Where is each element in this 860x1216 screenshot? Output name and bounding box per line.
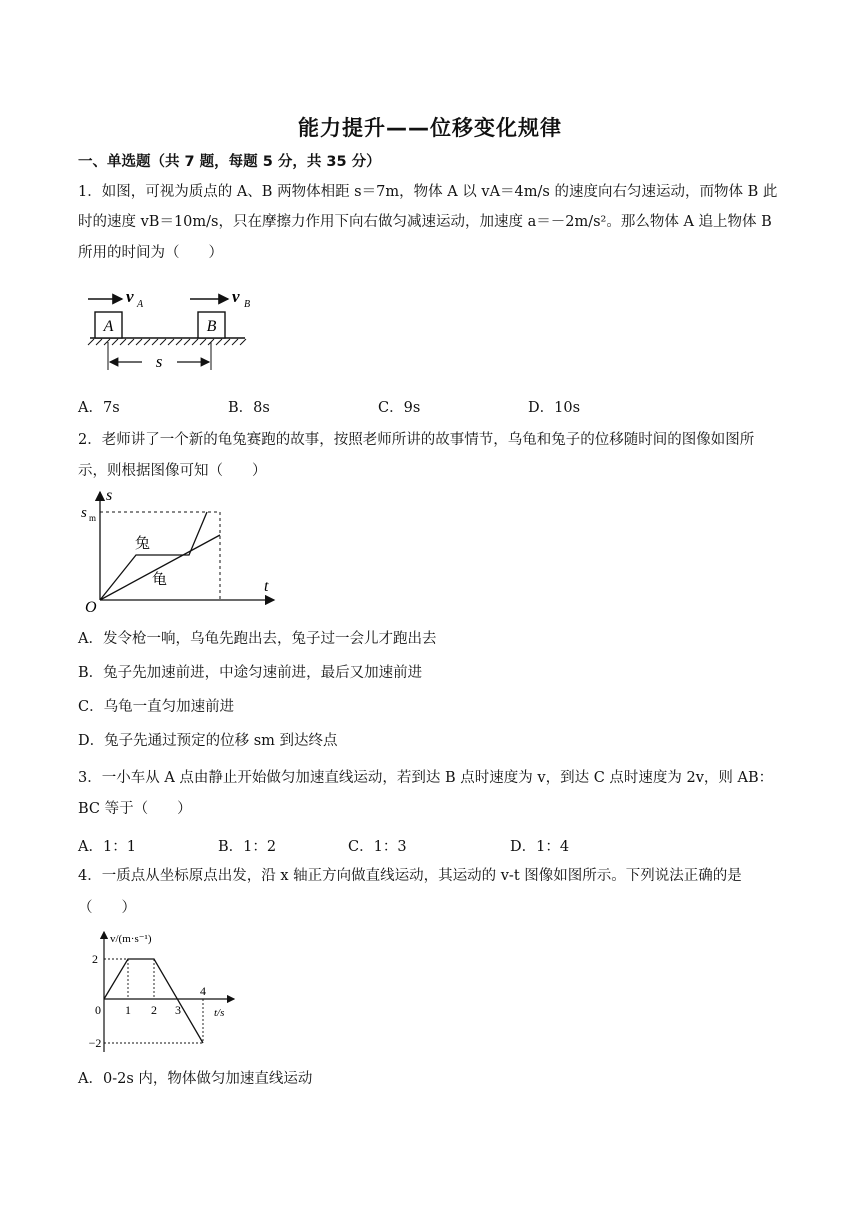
v-axis-label: v/(m·s⁻¹) — [110, 933, 152, 945]
q3-option-b[interactable]: B．1：2 — [218, 839, 277, 855]
q4-line-1: 4．一质点从坐标原点出发，沿 x 轴正方向做直线运动，其运动的 v-t 图像如图所示。下列说法正确的是 — [78, 868, 742, 884]
vb-subscript: B — [244, 299, 251, 310]
q4-figure — [86, 928, 246, 1056]
q2-option-c[interactable]: C．乌龟一直匀加速前进 — [78, 699, 235, 715]
s-axis-label: s — [106, 488, 113, 504]
q3-line-2: BC 等于（ ） — [78, 801, 192, 817]
q2-option-a[interactable]: A．发令枪一响，乌龟先跑出去，兔子过一会儿才跑出去 — [78, 631, 437, 647]
q4-line-2: （ ） — [78, 900, 136, 916]
vb-label: v — [232, 287, 240, 306]
q1-option-b[interactable]: B．8s — [228, 400, 270, 416]
x-tick-2: 2 — [151, 1003, 157, 1017]
q2-line-2: 示，则根据图像可知（ ） — [78, 463, 267, 479]
y-tick-2: 2 — [92, 952, 98, 966]
q2-option-d[interactable]: D．兔子先通过预定的位移 sm 到达终点 — [78, 733, 338, 749]
x-tick-3: 3 — [175, 1003, 181, 1017]
t-axis-label: t/s — [214, 1007, 225, 1019]
box-a-label: A — [103, 318, 114, 335]
section-heading: 一、单选题（共 7 题，每题 5 分，共 35 分） — [78, 154, 381, 170]
origin-label: O — [85, 599, 97, 616]
q1-line-2: 时的速度 vB＝10m/s，只在摩擦力作用下向右做匀减速运动，加速度 a＝－2m/s²。那么物体 A 追上物体 B — [78, 214, 772, 230]
x-tick-0: 0 — [95, 1003, 101, 1017]
q1-figure — [80, 282, 260, 374]
q2-figure — [78, 488, 278, 616]
va-label: v — [126, 287, 134, 306]
q3-line-1: 3．一小车从 A 点由静止开始做匀加速直线运动，若到达 B 点时速度为 v，到达 C 点时速度为 2v，则 AB： — [78, 770, 774, 786]
q1-option-a[interactable]: A．7s — [78, 400, 120, 416]
t-axis-label: t — [264, 578, 269, 595]
x-tick-4: 4 — [200, 984, 206, 998]
va-subscript: A — [137, 299, 144, 310]
q3-option-d[interactable]: D．1：4 — [510, 839, 570, 855]
q2-option-b[interactable]: B．兔子先加速前进，中途匀速前进，最后又加速前进 — [78, 665, 423, 681]
q3-option-c[interactable]: C．1：3 — [348, 839, 407, 855]
sm-subscript: m — [89, 513, 97, 523]
q3-option-a[interactable]: A．1：1 — [78, 839, 136, 855]
turtle-label: 龟 — [152, 572, 168, 588]
q1-option-c[interactable]: C．9s — [378, 400, 421, 416]
page-title: 能力提升——位移变化规律 — [298, 116, 562, 140]
sm-label: s — [81, 505, 87, 521]
y-tick-minus-2: −2 — [88, 1036, 102, 1050]
x-tick-1: 1 — [125, 1003, 131, 1017]
q4-option-a[interactable]: A．0-2s 内，物体做匀加速直线运动 — [78, 1071, 313, 1087]
q2-line-1: 2．老师讲了一个新的龟兔赛跑的故事，按照老师所讲的故事情节，乌龟和兔子的位移随时间的图像如图所 — [78, 432, 755, 448]
q1-line-3: 所用的时间为（ ） — [78, 245, 223, 261]
distance-s-label: s — [155, 352, 163, 371]
q1-option-d[interactable]: D．10s — [528, 400, 581, 416]
rabbit-label: 兔 — [135, 536, 151, 552]
q1-line-1: 1．如图，可视为质点的 A、B 两物体相距 s＝7m，物体 A 以 vA＝4m/s 的速度向右匀速运动，而物体 B 此 — [78, 184, 778, 200]
box-b-label: B — [206, 318, 217, 335]
